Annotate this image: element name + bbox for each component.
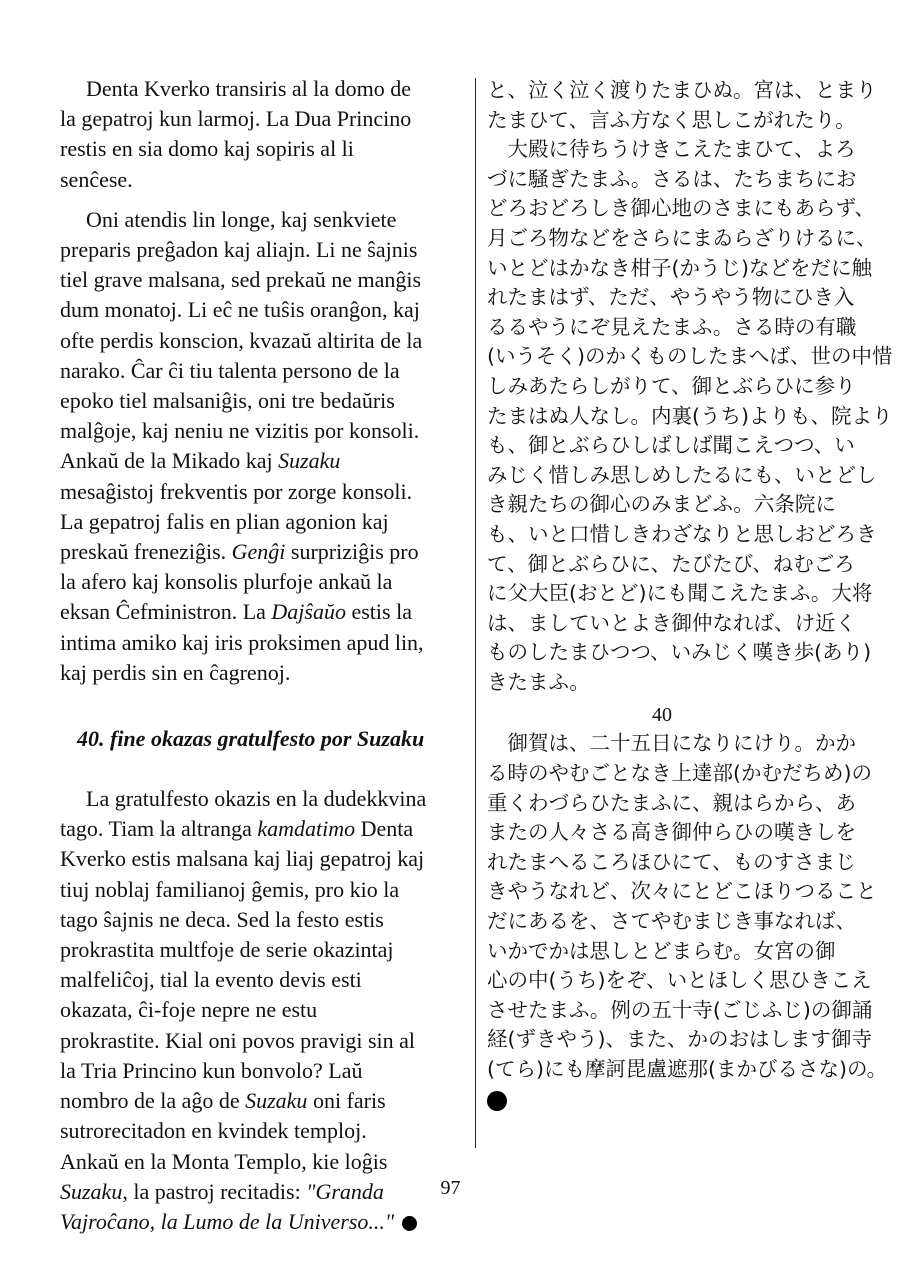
text-run: nombro de la aĝo de (60, 1088, 246, 1114)
text-line (60, 597, 464, 627)
text-line (60, 1207, 464, 1237)
text-line (60, 446, 464, 476)
text-line: senĉese. (60, 166, 133, 192)
jp-line: たまはぬ人なし。内裏(うち)よりも、院より (487, 403, 893, 428)
jp-section-number: 40 (652, 704, 672, 727)
jp-line: どろおどろしき御心地のさまにもあらず、 (487, 196, 875, 221)
text-run: , la pastroj recitadis: (122, 1178, 307, 1204)
esperanto-column (60, 74, 464, 1237)
text-line: dum monatoj. Li eĉ ne tuŝis oranĝon, kaj (60, 297, 420, 323)
paragraph-3 (60, 784, 464, 1237)
jp-paragraph-3 (487, 729, 888, 1084)
text-line: mesaĝistoj frekventis por zorge konsoli. (60, 478, 413, 504)
jp-line: も、いと口惜しきわざなりと思しおどろき (487, 521, 877, 546)
text-line: la afero kaj konsolis plurfoje ankaŭ la (60, 569, 393, 595)
jp-line: いかでかは思しとどまらむ。女宮の御 (487, 938, 836, 963)
jp-line: る時のやむごとなき上達部(かむだちめ)の (487, 761, 872, 786)
text-line: prokrastita multfoje de serie okazintaj (60, 937, 394, 963)
jp-line: (いうそく)のかくものしたまへば、世の中惜 (487, 344, 893, 369)
japanese-column (487, 76, 893, 1111)
end-bullet-icon (402, 1216, 417, 1231)
jp-line: て、御とぶらひに、たびたび、ねむごろ (487, 551, 855, 576)
jp-line: またの人々さる高き御仲らひの嘆きしを (487, 820, 856, 845)
jp-line: 大殿に待ちうけきこえたまひて、よろ (487, 137, 856, 162)
text-line: tago ŝajnis ne deca. Sed la festo estis (60, 906, 384, 932)
text-line: prokrastite. Kial oni povos pravigi sin al (60, 1027, 415, 1053)
jp-line: ものしたまひつつ、いみじく嘆き歩(あり) (487, 640, 872, 665)
jp-line: 心の中(うち)をぞ、いとほしく思ひきこえ (487, 968, 872, 993)
jp-line: させたまふ。例の五十寺(ごじふじ)の御誦 (487, 997, 873, 1022)
jp-line: も、御とぶらひしばしば聞こえつつ、い (487, 433, 855, 458)
name-suzaku: Suzaku (60, 1178, 123, 1204)
text-line: Kverko estis malsana kaj liaj gepatroj kaj (60, 846, 425, 872)
name-genji: Genĝi (231, 539, 286, 565)
name-suzaku: Suzaku (245, 1088, 308, 1114)
text-line: la gepatroj kun larmoj. La Dua Princino (60, 106, 412, 132)
jp-line: は、ましていとよき御仲なれば、け近く (487, 610, 856, 635)
text-line: preparis preĝadon kaj aliajn. Li ne ŝajnis (60, 237, 418, 263)
text-line: Oni atendis lin longe, kaj senkviete (86, 206, 397, 232)
text-line: epoko tiel malsaniĝis, oni tre bedaŭris (60, 388, 395, 414)
text-line: La gepatroj falis en plian agonion kaj (60, 508, 389, 534)
paragraph-1 (60, 74, 464, 195)
jp-paragraph-2 (487, 135, 893, 697)
jp-line: るるやうにぞ見えたまふ。さる時の有職 (487, 314, 857, 339)
jp-line: れたまはず、ただ、やうやう物にひき入 (487, 285, 855, 310)
jp-line: いとどはかなき柑子(かうじ)などをだに触 (487, 255, 872, 280)
jp-line: みじく惜しみ思しめしたるにも、いとどし (487, 462, 877, 487)
paragraph-2 (60, 205, 464, 688)
page-number: 97 (440, 1177, 461, 1199)
text-line: kaj perdis sin en ĉagrenoj. (60, 659, 291, 685)
text-line: Ankaŭ en la Monta Templo, kie loĝis (60, 1148, 388, 1174)
quote-text: "Granda (306, 1178, 384, 1204)
jp-end-bullet-icon (487, 1091, 507, 1111)
jp-line: づに騒ぎたまふ。さるは、たちまちにお (487, 166, 857, 191)
text-line: sutrorecitadon en kvindek temploj. (60, 1118, 367, 1144)
text-line: tiel grave malsana, sed prekaŭ ne manĝis (60, 267, 422, 293)
text-line: malĝoje, kaj neniu ne vizitis por konsoli. (60, 418, 420, 444)
text-run: preskaŭ freneziĝis. (60, 539, 232, 565)
jp-line: れたまへるころほひにて、ものすさまじ (487, 849, 856, 874)
jp-line: 経(ずきやう)、また、かのおはします御寺 (487, 1027, 872, 1052)
jp-line: と、泣く泣く渡りたまひぬ。宮は、とまり (487, 78, 877, 102)
jp-paragraph-1 (487, 76, 877, 135)
jp-line: きやうなれど、次々にとどこほりつること (487, 879, 877, 904)
text-line: Denta Kverko transiris al la domo de (86, 76, 412, 101)
jp-line: 重くわづらひたまふに、親はらから、あ (487, 790, 856, 815)
text-run: tago. Tiam la altranga (60, 816, 258, 842)
text-run: estis la (345, 599, 412, 625)
jp-line: たまひて、言ふ方なく思しこがれたり。 (487, 107, 856, 132)
term-kamdatimo: kamdatimo (257, 816, 356, 842)
text-line: ofte perdis konscion, kvazaŭ altirita de la (60, 327, 423, 353)
column-divider (475, 78, 476, 1148)
text-line: tiuj noblaj familianoj ĝemis, pro kio la (60, 876, 400, 902)
text-line: intima amiko kaj iris proksimen apud lin, (60, 629, 424, 655)
jp-line: しみあたらしがりて、御とぶらひに参り (487, 373, 856, 398)
jp-line: 御賀は、二十五日になりにけり。かか (487, 731, 856, 756)
jp-line: に父大臣(おとど)にも聞こえたまふ。大将 (487, 581, 873, 606)
text-line: La gratulfesto okazis en la dudekkvina (86, 786, 427, 812)
jp-line: だにあるを、さてやむまじき事なれば、 (487, 909, 856, 934)
name-suzaku: Suzaku (278, 448, 341, 474)
jp-line: きたまふ。 (487, 669, 590, 694)
name-dajsauo: Dajŝaŭo (271, 599, 346, 625)
text-line: la Tria Princino kun bonvolo? Laŭ (60, 1057, 363, 1083)
text-line: malfeliĉoj, tial la evento devis esti (60, 967, 362, 993)
text-run: Ankaŭ de la Mikado kaj (60, 448, 279, 474)
text-line (60, 537, 464, 567)
text-line: restis en sia domo kaj sopiris al li (60, 136, 354, 162)
text-line: narako. Ĉar ĉi tiu talenta persono de la (60, 357, 400, 383)
jp-line: き親たちの御心のみまどふ。六条院に (487, 492, 836, 517)
text-run: surpriziĝis pro (285, 539, 419, 565)
text-run: eksan Ĉefministron. La (60, 599, 272, 625)
jp-line: 月ごろ物などをさらにまゐらざりけるに、 (487, 225, 877, 250)
text-run: oni faris (307, 1088, 386, 1114)
jp-line: (てら)にも摩訶毘盧遮那(まかびるさな)の。 (487, 1057, 888, 1081)
quote-text: Vajroĉano, la Lumo de la Universo..." (60, 1208, 395, 1234)
text-line (60, 814, 464, 844)
text-line: okazata, ĉi-foje nepre ne estu (60, 997, 318, 1023)
section-heading: 40. fine okazas gratulfesto por Suzaku (77, 726, 425, 752)
text-run: Denta (355, 816, 414, 842)
text-line (60, 1086, 464, 1116)
